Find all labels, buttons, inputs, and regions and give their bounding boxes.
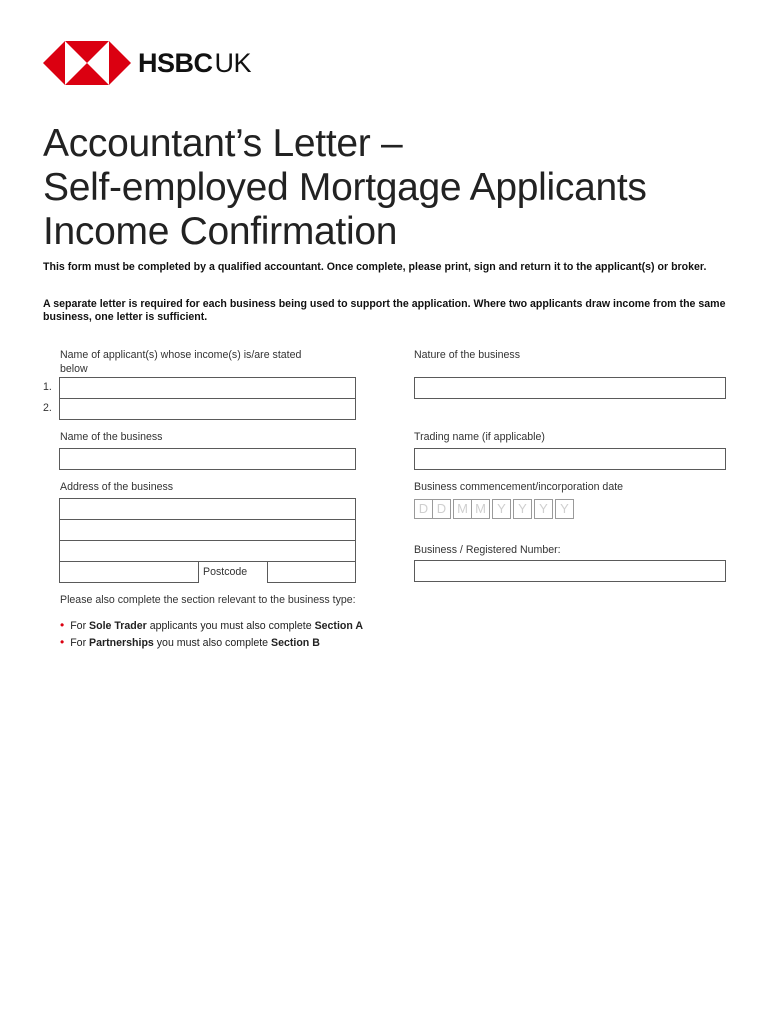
address-line-3-field[interactable] bbox=[59, 540, 356, 562]
brand-wordmark: HSBCUK bbox=[138, 48, 252, 78]
commencement-date-input[interactable] bbox=[414, 499, 588, 521]
date-cell-month-1[interactable]: M bbox=[453, 499, 472, 519]
date-cell-month-2[interactable]: M bbox=[471, 499, 490, 519]
applicant-row-2-number: 2. bbox=[43, 402, 52, 414]
nature-of-business-field[interactable] bbox=[414, 377, 726, 399]
date-cell-day-2[interactable]: D bbox=[432, 499, 451, 519]
registered-number-label: Business / Registered Number: bbox=[414, 544, 561, 556]
applicant-row-1-number: 1. bbox=[43, 381, 52, 393]
bullet-partnerships: • For Partnerships you must also complete Section B bbox=[60, 635, 320, 649]
bullet-dot-icon: • bbox=[60, 635, 65, 649]
bullet-dot-icon: • bbox=[60, 618, 65, 632]
applicants-label: Name of applicant(s) whose income(s) is/are stated below bbox=[60, 349, 302, 375]
address-label: Address of the business bbox=[60, 481, 174, 493]
nature-of-business-label: Nature of the business bbox=[414, 349, 520, 361]
intro-paragraph-1: This form must be completed by a qualified accountant. Once complete, please print, sign and return it to the applicant(s) or broker. bbox=[43, 261, 707, 273]
address-line-2-field[interactable] bbox=[59, 519, 356, 541]
date-cell-year-2[interactable]: Y bbox=[513, 499, 532, 519]
trading-name-label: Trading name (if applicable) bbox=[414, 431, 545, 443]
intro-paragraph-2: A separate letter is required for each business being used to support the application. Where two applicants draw income from the same business, one letter is sufficient. bbox=[43, 298, 726, 324]
commencement-date-label: Business commencement/incorporation date bbox=[414, 481, 624, 493]
date-cell-year-4[interactable]: Y bbox=[555, 499, 574, 519]
trading-name-field[interactable] bbox=[414, 448, 726, 470]
applicant-1-name-field[interactable] bbox=[59, 377, 356, 399]
postcode-field[interactable] bbox=[267, 561, 356, 583]
address-line-1-field[interactable] bbox=[59, 498, 356, 520]
address-line-4-field[interactable] bbox=[59, 561, 199, 583]
page-title: Accountant’s Letter – Self-employed Mortgage Applicants Income Confirmation bbox=[43, 122, 647, 253]
date-cell-year-3[interactable]: Y bbox=[534, 499, 553, 519]
postcode-label: Postcode bbox=[203, 566, 248, 578]
business-name-label: Name of the business bbox=[60, 431, 163, 443]
bullet-sole-trader: • For Sole Trader applicants you must also complete Section A bbox=[60, 618, 364, 632]
applicant-2-name-field[interactable] bbox=[59, 398, 356, 420]
date-cell-day-1[interactable]: D bbox=[414, 499, 433, 519]
date-cell-year-1[interactable]: Y bbox=[492, 499, 511, 519]
section-note: Please also complete the section relevant to the business type: bbox=[60, 594, 356, 606]
registered-number-field[interactable] bbox=[414, 560, 726, 582]
business-name-field[interactable] bbox=[59, 448, 356, 470]
